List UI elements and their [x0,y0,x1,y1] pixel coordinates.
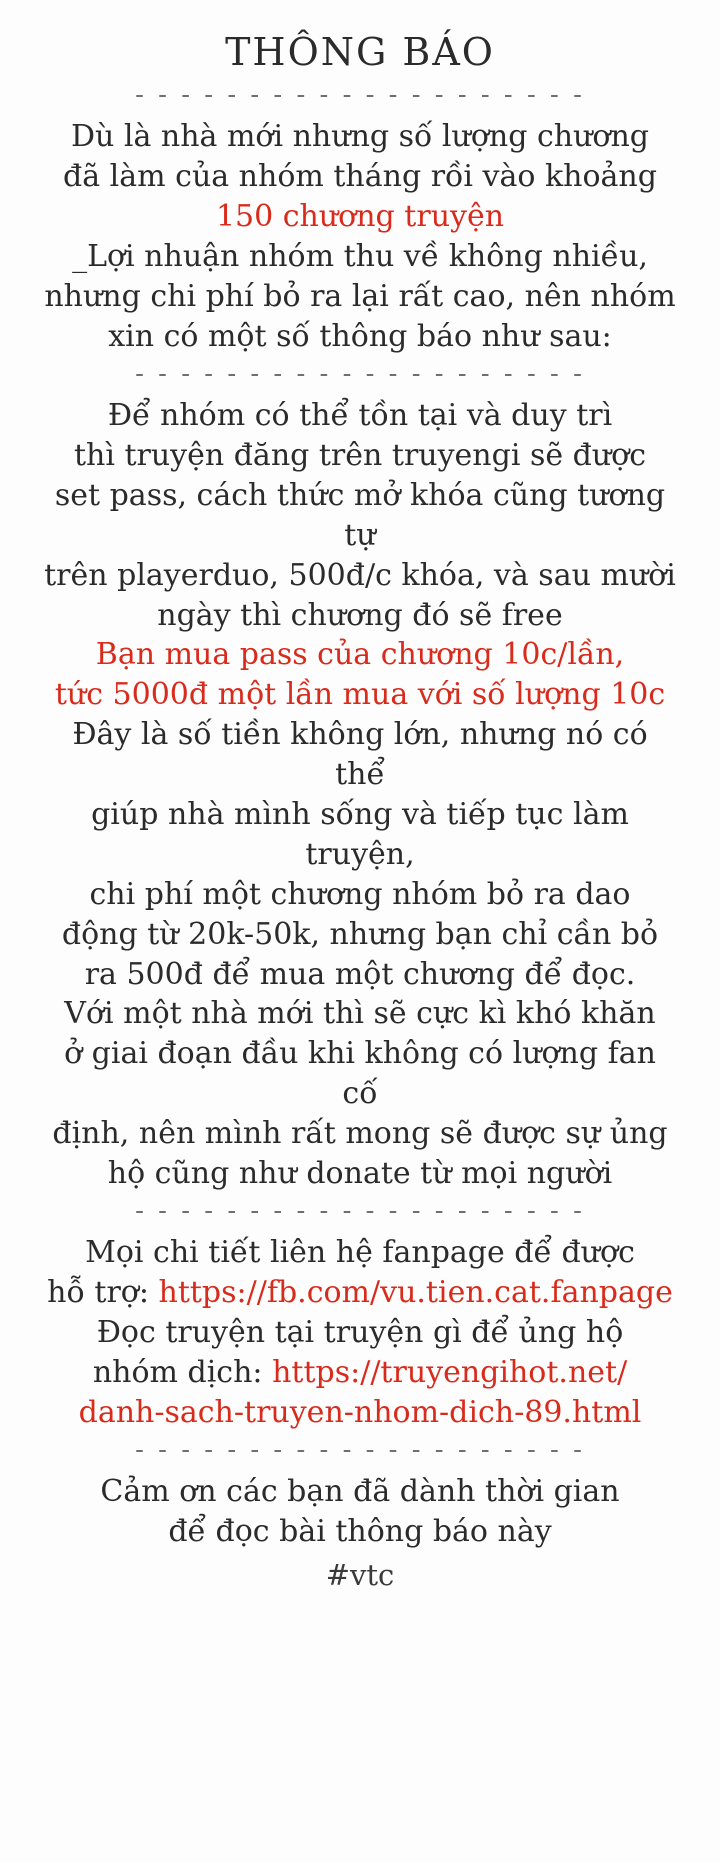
page-title: THÔNG BÁO [225,30,495,74]
divider-3: - - - - - - - - - - - - - - - - - - - - [135,1195,585,1226]
divider-2: - - - - - - - - - - - - - - - - - - - - [135,358,585,389]
divider-4: - - - - - - - - - - - - - - - - - - - - [135,1434,585,1465]
text-line: Cảm ơn các bạn đã dành thời gian [100,1474,620,1510]
text-line: Đọc truyện tại truyện gì để ủng hộ [96,1315,624,1351]
text-line: động từ 20k-50k, nhưng bạn chỉ cần bỏ [61,916,659,952]
support-label: hỗ trợ: [47,1275,159,1311]
highlight-line-pass-price: Bạn mua pass của chương 10c/lần, [95,637,625,673]
hashtag: #vtc [325,1557,395,1592]
text-line: thì truyện đăng trên truyengi sẽ được [73,438,647,474]
text-line: Để nhóm có thể tồn tại và duy trì [107,398,613,434]
text-line: nhưng chi phí bỏ ra lại rất cao, nên nhóm [44,278,676,314]
text-line: giúp nhà mình sống và tiếp tục làm truyện, [91,797,639,872]
text-line: ở giai đoạn đầu khi không có lượng fan cố [64,1036,666,1112]
section-thanks [44,1472,676,1552]
site-link[interactable]: https://truyengihot.net/ [272,1355,628,1390]
text-line: xin có một số thông báo như sau: [108,318,612,354]
text-line: chi phí một chương nhóm bỏ ra dao [89,876,631,912]
text-line: ngày thì chương đó sẽ free [157,597,563,633]
text-line: hộ cũng như donate từ mọi người [107,1156,613,1192]
section-contact [44,1233,676,1432]
text-line: Dù là nhà mới nhưng số lượng chương [70,119,649,155]
section-policy [44,396,676,1194]
group-label: nhóm dịch: [92,1355,273,1390]
group-line [44,1353,676,1393]
text-line: Với một nhà mới thì sẽ cực kì khó khăn [64,996,656,1032]
section-intro [44,117,676,356]
text-line: set pass, cách thức mở khóa cũng tương tự [54,477,675,553]
text-line: Mọi chi tiết liên hệ fanpage để được [85,1235,635,1271]
support-line [44,1273,676,1313]
highlight-line-pass-total: tức 5000đ một lần mua với số lượng 10c [54,677,666,713]
text-line: Đây là số tiền không lớn, nhưng nó có thể [72,717,658,793]
site-link-path[interactable]: danh-sach-truyen-nhom-dich-89.html [78,1394,642,1430]
fanpage-link[interactable]: https://fb.com/vu.tien.cat.fanpage [158,1275,673,1311]
highlight-line-chapter-count: 150 chương truyện [215,199,505,235]
text-line: _Lợi nhuận nhóm thu về không nhiều, [72,239,648,275]
text-line: đã làm của nhóm tháng rồi vào khoảng [63,159,657,195]
text-line: định, nên mình rất mong sẽ được sự ủng [52,1116,668,1152]
text-line: ra 500đ để mua một chương để đọc. [84,956,636,992]
text-line: trên playerduo, 500đ/c khóa, và sau mười [44,557,676,593]
divider-1: - - - - - - - - - - - - - - - - - - - - [135,80,585,110]
text-line: để đọc bài thông báo này [168,1514,552,1550]
